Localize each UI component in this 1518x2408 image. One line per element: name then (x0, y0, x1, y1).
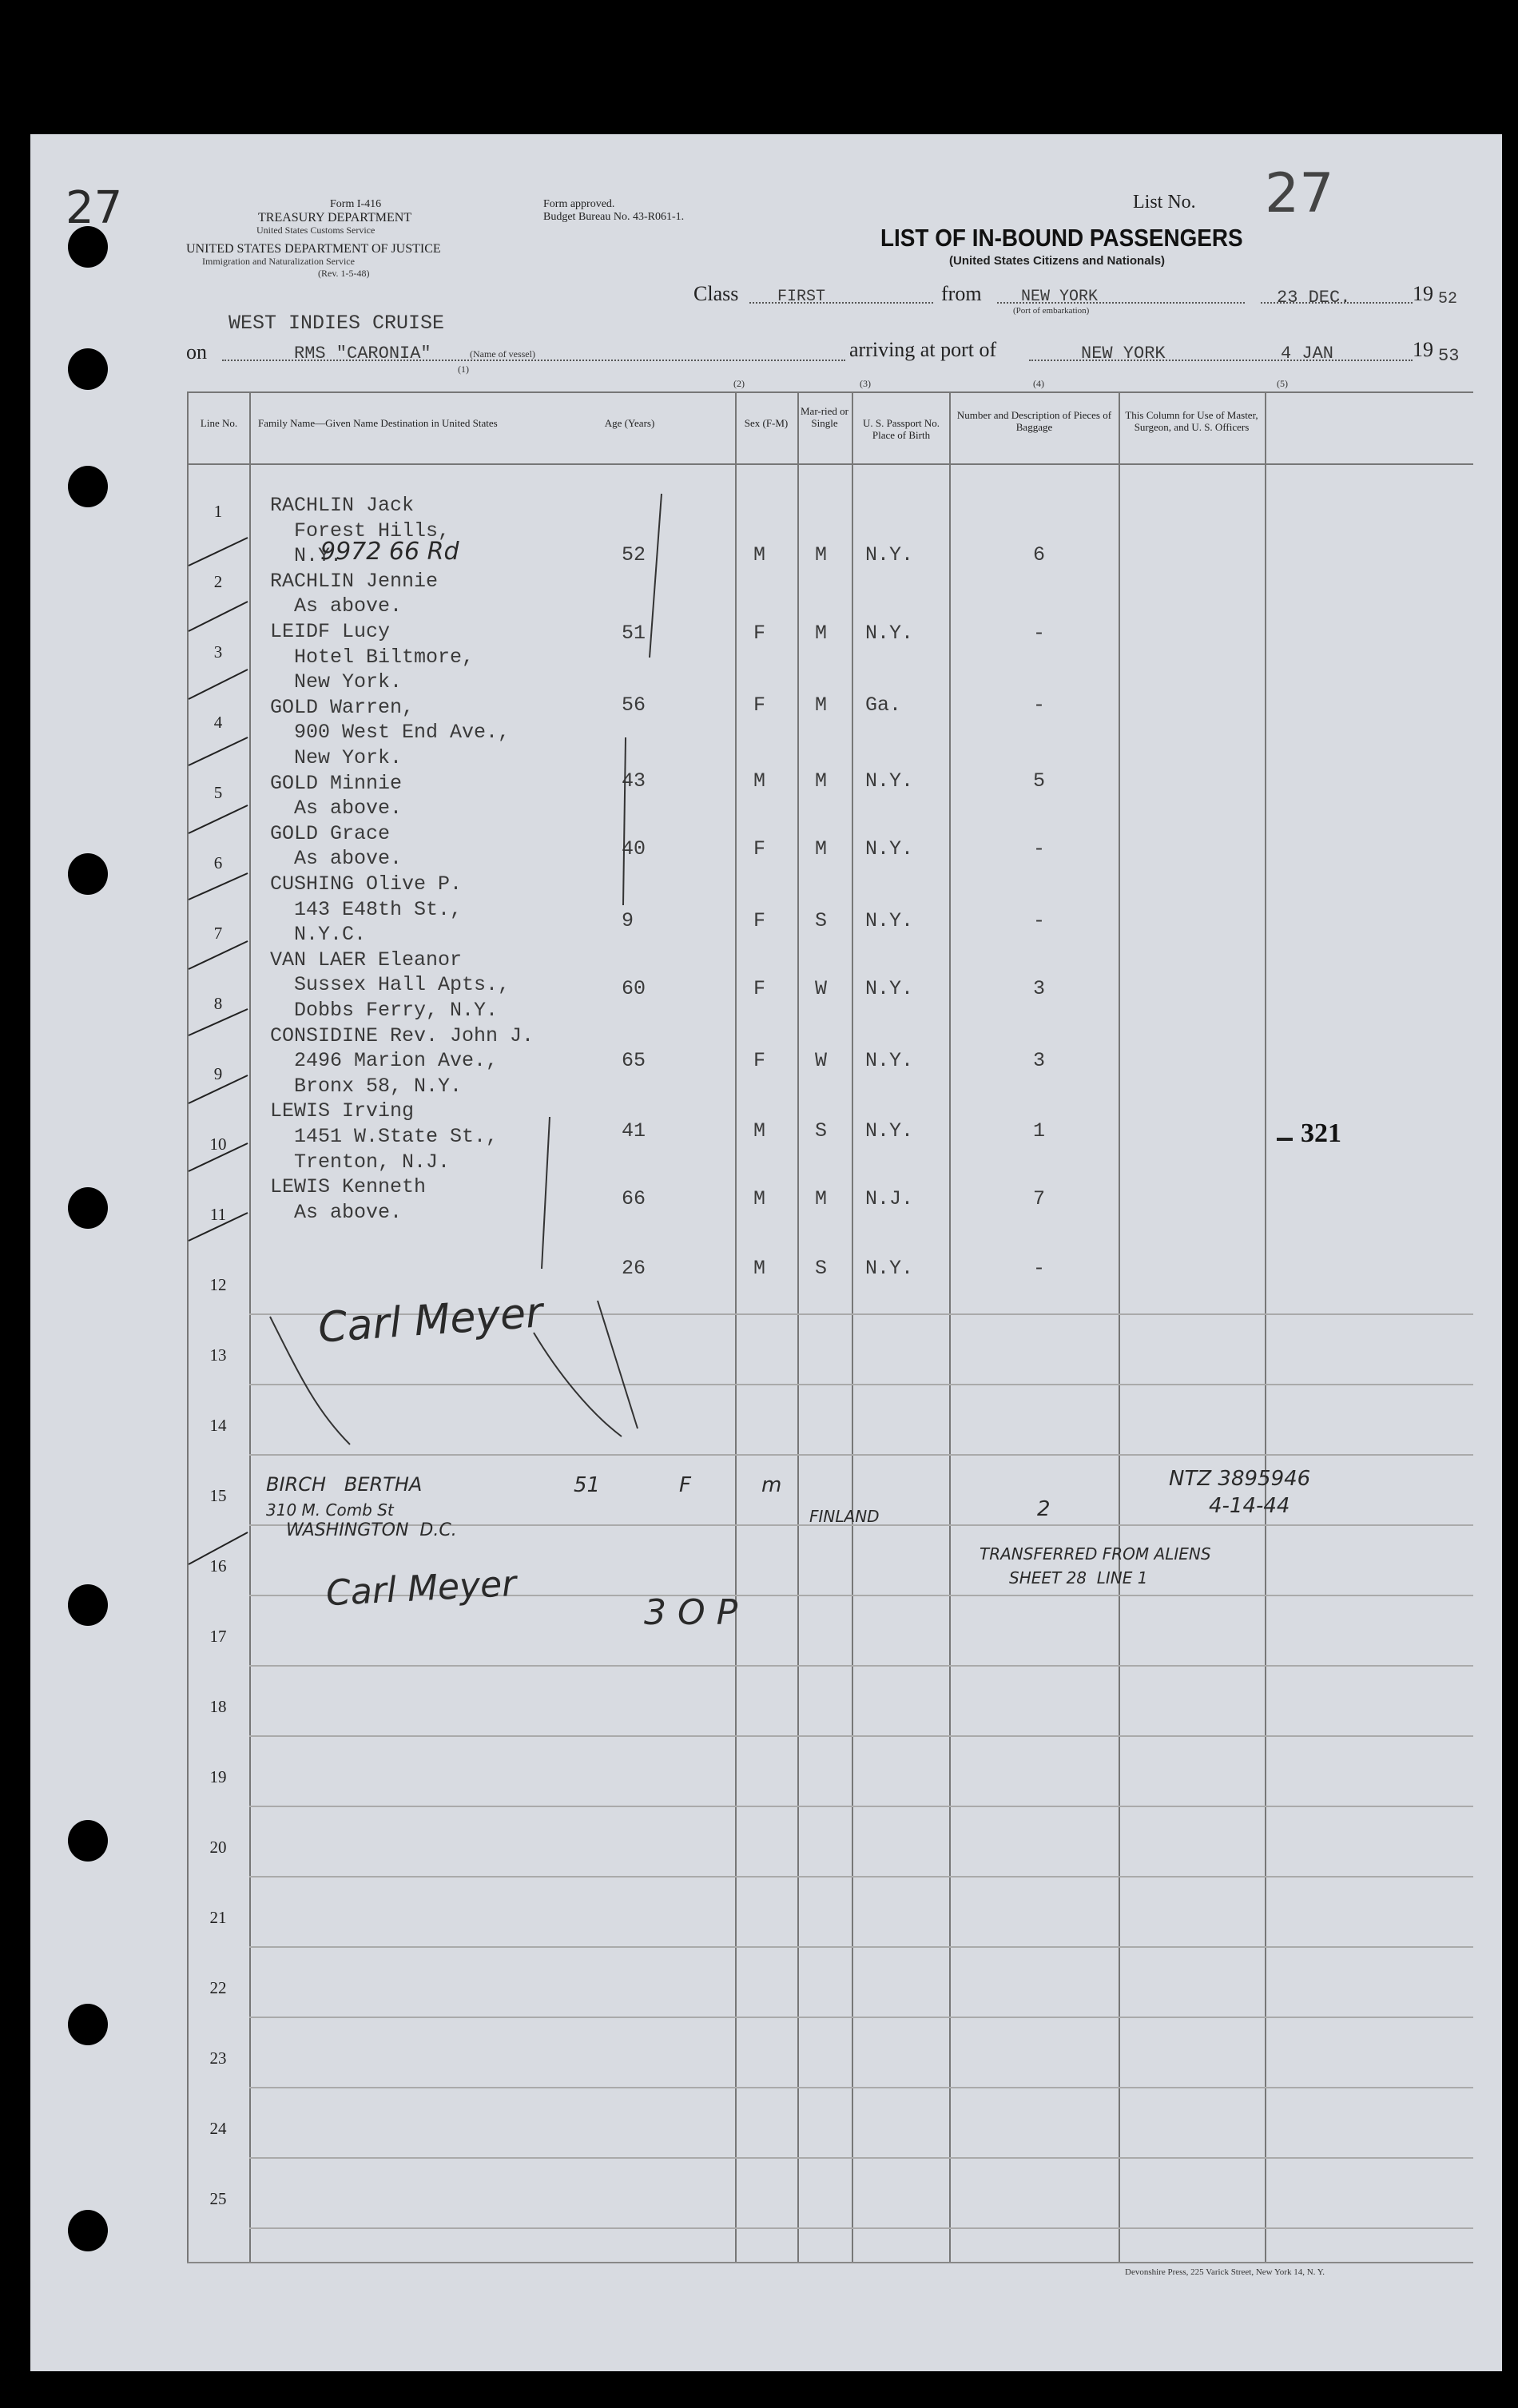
arriving-label: arriving at port of (849, 338, 997, 361)
passenger-married: W (815, 1049, 828, 1072)
header-officers: This Column for Use of Master, Surgeon, and U. S. Officers (1125, 409, 1258, 433)
from-label: from (941, 282, 982, 305)
transfer-note-2: SHEET 28 LINE 1 (1009, 1568, 1148, 1587)
passenger-married: M (815, 1187, 828, 1210)
year-label-1: 19 (1413, 282, 1433, 305)
birch-address-2: WASHINGTON D.C. (286, 1520, 457, 1540)
passenger-age: 52 (622, 543, 646, 566)
treasury-department: TREASURY DEPARTMENT (258, 211, 412, 225)
passenger-age: 40 (622, 837, 646, 860)
printer-credit: Devonshire Press, 225 Varick Street, New York 14, N. Y. (1125, 2267, 1325, 2277)
header-married: Mar-ried or Single (800, 405, 849, 429)
manifest-sheet (30, 134, 1502, 2371)
passenger-age: 43 (622, 769, 646, 793)
line-number: 7 (213, 924, 223, 943)
arrive-date: 4 JAN (1281, 344, 1334, 364)
typed-name-line: N.Y.C. (270, 923, 367, 946)
typed-name-line: Hotel Biltmore, (270, 646, 475, 669)
passenger-married: M (815, 622, 828, 645)
passenger-sex: F (753, 977, 766, 1000)
passenger-birth: N.Y. (865, 837, 914, 860)
header-name: Family Name—Given Name Destination in United States (258, 417, 498, 429)
on-label: on (186, 340, 207, 364)
birch-passport: NTZ 3895946 (1169, 1467, 1311, 1491)
passenger-baggage: 7 (1033, 1187, 1046, 1210)
typed-name-line: RACHLIN Jennie (270, 570, 439, 593)
typed-name-line: Forest Hills, (270, 519, 451, 542)
line-number: 25 (209, 2189, 227, 2208)
passenger-sex: F (753, 1049, 766, 1072)
birch-birth: FINLAND (809, 1507, 880, 1526)
form-number: Form I-416 (330, 198, 382, 210)
line-number: 16 (209, 1556, 227, 1576)
passenger-birth: N.Y. (865, 1119, 914, 1142)
line-number: 23 (209, 2048, 227, 2068)
ins-service: Immigration and Naturalization Service (202, 256, 355, 267)
port-embark-label: (Port of embarkation) (1013, 306, 1090, 316)
passenger-married: W (815, 977, 828, 1000)
line-number: 10 (209, 1134, 227, 1154)
birch-name: BIRCH BERTHA (266, 1473, 423, 1496)
passenger-baggage: 3 (1033, 977, 1046, 1000)
passenger-sex: F (753, 837, 766, 860)
header-passport: U. S. Passport No. Place of Birth (862, 417, 940, 441)
passenger-baggage: - (1033, 909, 1046, 932)
typed-name-line: New York. (270, 746, 403, 769)
port-value: NEW YORK (1081, 344, 1166, 364)
passenger-sex: M (753, 1187, 766, 1210)
passenger-baggage: 6 (1033, 543, 1046, 566)
passenger-birth: N.Y. (865, 977, 914, 1000)
typed-name-line: Dobbs Ferry, N.Y. (270, 999, 499, 1022)
typed-name-line: As above. (270, 847, 403, 870)
vessel-label: (Name of vessel) (470, 348, 535, 360)
typed-name-line: 1451 W.State St., (270, 1125, 499, 1148)
passenger-married: S (815, 909, 828, 932)
header-age: Age (Years) (604, 417, 655, 429)
typed-name-line: 143 E48th St., (270, 898, 463, 921)
header-sex: Sex (F-M) (744, 417, 789, 429)
birch-sex: F (679, 1473, 691, 1497)
typed-name-line: CONSIDINE Rev. John J. (270, 1024, 534, 1047)
line-number: 15 (209, 1486, 227, 1505)
budget-bureau: Budget Bureau No. 43-R061-1. (543, 211, 685, 223)
form-approved: Form approved. (543, 198, 615, 210)
passenger-birth: N.Y. (865, 1257, 914, 1280)
typed-name-line: As above. (270, 1201, 403, 1224)
passenger-baggage: 1 (1033, 1119, 1046, 1142)
line-number: 17 (209, 1627, 227, 1646)
year-value-1: 52 (1438, 290, 1458, 308)
stamp-number: 321 (1301, 1119, 1341, 1148)
typed-name-line: RACHLIN Jack (270, 494, 415, 517)
passenger-married: S (815, 1257, 828, 1280)
line-number: 13 (209, 1345, 227, 1365)
vessel-value: RMS "CARONIA" (294, 344, 431, 364)
col-num-3: (3) (860, 378, 871, 389)
passenger-baggage: - (1033, 693, 1046, 717)
year-value-2: 53 (1438, 346, 1460, 366)
col-num-5: (5) (1277, 378, 1288, 389)
pencil-marks (30, 134, 1502, 2371)
header-baggage: Number and Description of Pieces of Baggage (956, 409, 1112, 433)
typed-name-line: CUSHING Olive P. (270, 872, 463, 896)
passenger-age: 65 (622, 1049, 646, 1072)
officer-signature: Carl Meyer (316, 1289, 545, 1353)
passenger-baggage: - (1033, 1257, 1046, 1280)
line-number: 6 (213, 853, 223, 872)
line-number: 3 (213, 642, 223, 662)
passenger-married: M (815, 769, 828, 793)
customs-service: United States Customs Service (256, 225, 376, 236)
passenger-sex: M (753, 1257, 766, 1280)
line-number: 19 (209, 1767, 227, 1786)
passenger-age: 9 (622, 909, 634, 932)
birch-age: 51 (574, 1473, 601, 1497)
passenger-sex: F (753, 909, 766, 932)
line-number: 2 (213, 572, 223, 591)
class-value: FIRST (777, 288, 826, 306)
line-number: 1 (213, 502, 223, 521)
col-num-4: (4) (1033, 378, 1044, 389)
passenger-married: M (815, 543, 828, 566)
passenger-age: 66 (622, 1187, 646, 1210)
class-label: Class (693, 282, 739, 305)
passenger-baggage: 3 (1033, 1049, 1046, 1072)
birch-married: m (761, 1473, 782, 1497)
form-revision: (Rev. 1-5-48) (318, 268, 370, 279)
passenger-birth: N.Y. (865, 543, 914, 566)
passenger-age: 56 (622, 693, 646, 717)
line-number: 18 (209, 1697, 227, 1716)
line-number: 11 (209, 1205, 227, 1224)
typed-name-line: GOLD Minnie (270, 772, 403, 795)
line-number: 14 (209, 1416, 227, 1435)
line-number: 12 (209, 1275, 227, 1294)
typed-name-line: LEWIS Irving (270, 1099, 415, 1123)
typed-name-line: Trenton, N.J. (270, 1150, 451, 1174)
passenger-birth: N.Y. (865, 769, 914, 793)
passenger-age: 41 (622, 1119, 646, 1142)
from-value: NEW YORK (1021, 288, 1099, 306)
passenger-birth: N.Y. (865, 622, 914, 645)
line-number: 20 (209, 1838, 227, 1857)
typed-name-line: Bronx 58, N.Y. (270, 1075, 463, 1098)
page-subtitle: (United States Citizens and Nationals) (949, 254, 1166, 268)
passenger-birth: N.Y. (865, 909, 914, 932)
transfer-note-1: TRANSFERRED FROM ALIENS (980, 1544, 1211, 1564)
passenger-married: M (815, 693, 828, 717)
line-number: 8 (213, 994, 223, 1013)
line-number: 22 (209, 1978, 227, 1997)
typed-name-line: New York. (270, 670, 403, 693)
typed-name-line: GOLD Grace (270, 822, 391, 845)
passenger-age: 60 (622, 977, 646, 1000)
officer-signature-2: Carl Meyer (324, 1563, 518, 1615)
passenger-baggage: - (1033, 622, 1046, 645)
line-number: 9 (213, 1064, 223, 1083)
typed-name-line: LEIDF Lucy (270, 620, 391, 643)
typed-name-line: LEWIS Kenneth (270, 1175, 427, 1198)
passenger-sex: M (753, 1119, 766, 1142)
birch-baggage: 2 (1037, 1497, 1051, 1521)
list-no-label: List No. (1133, 192, 1196, 213)
typed-name-line: VAN LAER Eleanor (270, 948, 463, 972)
corner-note: 27 (66, 182, 123, 234)
typed-name-line: Sussex Hall Apts., (270, 973, 511, 996)
officer-initials: 3 O P (644, 1592, 738, 1633)
passenger-sex: F (753, 622, 766, 645)
passenger-age: 26 (622, 1257, 646, 1280)
passenger-birth: N.J. (865, 1187, 914, 1210)
from-date: 23 DEC. (1277, 288, 1351, 308)
justice-department: UNITED STATES DEPARTMENT OF JUSTICE (186, 242, 441, 256)
list-no-value: 27 (1265, 162, 1334, 225)
passenger-baggage: - (1033, 837, 1046, 860)
header-line-no: Line No. (200, 417, 238, 429)
passenger-married: S (815, 1119, 828, 1142)
line-number: 4 (213, 713, 223, 732)
typed-name-line: As above. (270, 594, 403, 618)
passenger-married: M (815, 837, 828, 860)
birch-address-1: 310 M. Comb St (266, 1500, 394, 1520)
typed-name-line: As above. (270, 797, 403, 820)
col-num-2: (2) (733, 378, 745, 389)
cruise-name: WEST INDIES CRUISE (228, 312, 445, 335)
line-number: 5 (213, 783, 223, 802)
birch-passport-date: 4-14-44 (1209, 1494, 1290, 1518)
passenger-sex: M (753, 769, 766, 793)
rachlin-address: 9972 66 Rd (320, 538, 459, 566)
passenger-birth: Ga. (865, 693, 902, 717)
typed-name-line: 2496 Marion Ave., (270, 1049, 499, 1072)
passenger-age: 51 (622, 622, 646, 645)
passenger-sex: M (753, 543, 766, 566)
typed-name-line: N.Y. (270, 544, 343, 567)
line-number: 24 (209, 2119, 227, 2138)
col-num-1: (1) (458, 364, 469, 375)
year-label-2: 19 (1413, 338, 1433, 361)
passenger-baggage: 5 (1033, 769, 1046, 793)
line-number: 21 (209, 1908, 227, 1927)
passenger-birth: N.Y. (865, 1049, 914, 1072)
typed-name-line: 900 West End Ave., (270, 721, 511, 744)
typed-name-line: GOLD Warren, (270, 696, 415, 719)
passenger-sex: F (753, 693, 766, 717)
page-title: LIST OF IN-BOUND PASSENGERS (880, 224, 1243, 252)
